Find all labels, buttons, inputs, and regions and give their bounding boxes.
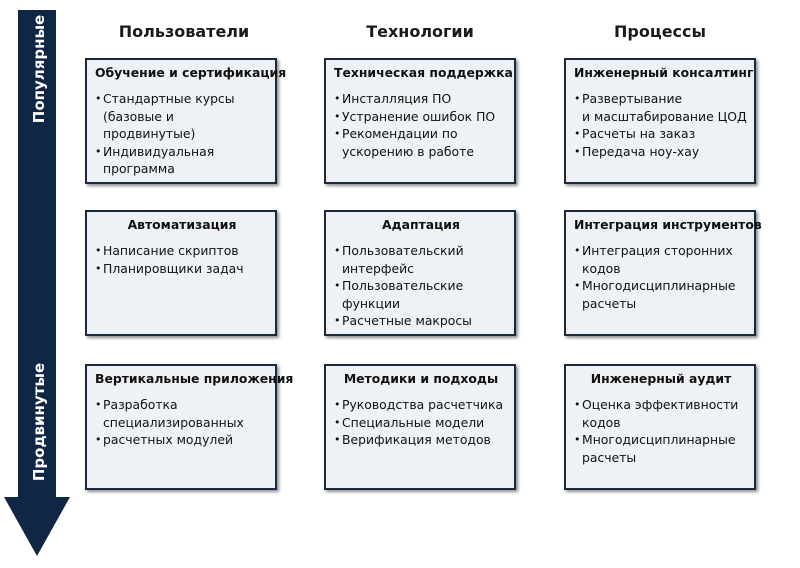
- list-item: [574, 90, 748, 125]
- list-item-text: Пользовательский интерфейс: [342, 243, 464, 276]
- bullet-list: [95, 90, 269, 178]
- box-title: Интеграция инструментов: [574, 217, 762, 232]
- list-item-text: Верификация методов: [342, 432, 491, 448]
- list-item: [574, 396, 748, 431]
- list-item-text: Рекомендации по ускорению в работе: [342, 126, 474, 159]
- list-item: [334, 396, 508, 414]
- box-engineering-consulting: [564, 58, 756, 184]
- list-item-text: Устранение ошибок ПО: [342, 108, 496, 124]
- bullet-list: [574, 90, 748, 160]
- list-item: [334, 108, 508, 126]
- box-tech-support: [324, 58, 516, 184]
- list-item-text: Пользовательские функции: [342, 278, 464, 311]
- bullet-list: [95, 396, 269, 449]
- list-item-text: Передача ноу-хау: [582, 143, 700, 159]
- box-automation: [85, 210, 277, 336]
- column-header-processes: Процессы: [614, 22, 706, 41]
- list-item-text: Многодисциплинарные расчеты: [582, 278, 736, 311]
- list-item: [334, 312, 508, 330]
- list-item: [334, 277, 508, 312]
- box-title: Автоматизация: [127, 217, 237, 232]
- box-title: Обучение и сертификация: [95, 65, 287, 80]
- list-item-text: Оценка эффективности кодов: [582, 397, 739, 430]
- list-item-text: Написание скриптов: [103, 243, 239, 258]
- bullet-list: [334, 242, 508, 330]
- list-item: [95, 90, 269, 143]
- list-item-text: Многодисциплинарные расчеты: [582, 432, 736, 465]
- box-title: Методики и подходы: [343, 371, 499, 386]
- list-item: [95, 143, 269, 178]
- list-item: [574, 143, 748, 161]
- list-item-text: Руководства расчетчика: [342, 397, 504, 412]
- bullet-list: [574, 396, 748, 466]
- list-item-text: Интеграция сторонних кодов: [582, 243, 733, 276]
- column-header-users: Пользователи: [118, 22, 250, 41]
- list-item: [334, 90, 508, 108]
- box-vertical-applications: [85, 364, 294, 490]
- list-item: [574, 431, 748, 466]
- list-item: [334, 242, 508, 277]
- axis-label-popular: Популярные: [30, 14, 48, 124]
- box-title: Инженерный аудит: [590, 371, 732, 386]
- axis-label-advanced: Продвинутые: [30, 362, 48, 482]
- list-item-text: Расчеты на заказ: [582, 126, 696, 142]
- bullet-list: [574, 242, 748, 312]
- box-training-certification: [85, 58, 287, 184]
- list-item: [95, 260, 269, 278]
- list-item-text: Индивидуальная программа: [103, 143, 215, 177]
- list-item-text: Инсталляция ПО: [342, 91, 452, 106]
- list-item-text: расчетных модулей: [103, 432, 234, 448]
- list-item: [334, 431, 508, 449]
- bullet-list: [334, 396, 508, 449]
- box-title: Инженерный консалтинг: [574, 65, 754, 80]
- list-item-text: Стандартные курсы (базовые и продвинутые): [103, 91, 235, 142]
- box-methods-approaches: [324, 364, 516, 490]
- list-item-text: Развертывание и масштабирование ЦОД: [582, 91, 747, 124]
- list-item: [334, 125, 508, 160]
- box-tool-integration: [564, 210, 762, 336]
- list-item-text: Специальные модели: [342, 414, 485, 430]
- list-item: [334, 414, 508, 432]
- list-item: [95, 396, 269, 431]
- list-item: [574, 277, 748, 312]
- bullet-list: [334, 90, 508, 160]
- list-item-text: Разработка специализированных: [103, 397, 244, 430]
- list-item-text: Планировщики задач: [103, 260, 244, 276]
- box-engineering-audit: [564, 364, 756, 490]
- list-item: [95, 431, 269, 449]
- list-item-text: Расчетные макросы: [342, 313, 472, 329]
- box-title: Вертикальные приложения: [95, 371, 294, 386]
- box-title: Адаптация: [382, 217, 460, 232]
- list-item: [95, 242, 269, 260]
- column-header-technologies: Технологии: [366, 22, 474, 41]
- list-item: [574, 125, 748, 143]
- box-adaptation: [324, 210, 516, 336]
- list-item: [574, 242, 748, 277]
- bullet-list: [95, 242, 269, 277]
- box-title: Техническая поддержка: [334, 65, 513, 80]
